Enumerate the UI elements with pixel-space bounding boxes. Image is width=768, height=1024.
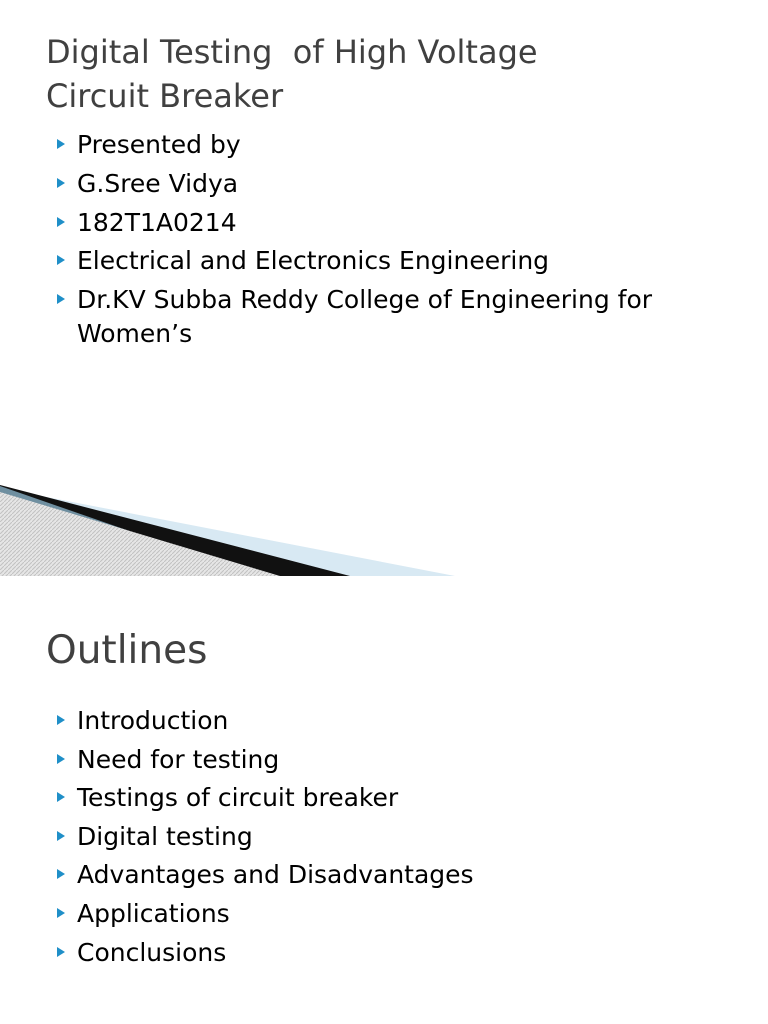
bullet-text: 182T1A0214 — [77, 207, 237, 237]
bullet-item — [54, 858, 474, 892]
bullet-text: Need for testing — [77, 744, 280, 774]
hatched-band — [0, 492, 280, 576]
bullet-arrow-icon — [57, 947, 65, 957]
slide-decoration-swoosh — [0, 470, 768, 576]
bullet-text: Introduction — [77, 706, 229, 735]
slide-2 — [0, 576, 768, 1024]
bullet-text: Applications — [77, 898, 230, 928]
slide-1-title-line-1: Digital Testing of High Voltage — [46, 33, 538, 71]
bullet-item — [54, 897, 474, 931]
bullet-arrow-icon — [57, 139, 65, 149]
slide-1-bullet-list — [54, 128, 754, 356]
slide-1-title-line-2: Circuit Breaker — [46, 77, 284, 115]
bullet-arrow-icon — [57, 294, 65, 304]
bullet-arrow-icon — [57, 178, 65, 188]
bullet-text: Digital testing — [77, 821, 253, 851]
bullet-text: Presented by — [77, 130, 241, 159]
bullet-item — [54, 743, 474, 777]
bullet-item — [54, 820, 474, 854]
slide-1-title — [46, 30, 538, 118]
bullet-text: Conclusions — [77, 937, 227, 967]
bullet-arrow-icon — [57, 255, 65, 265]
bullet-text: G.Sree Vidya — [77, 168, 239, 198]
bullet-arrow-icon — [57, 217, 65, 227]
bullet-item — [54, 167, 754, 201]
bullet-item — [54, 781, 474, 815]
bullet-text: Advantages and Disadvantages — [77, 860, 474, 890]
bullet-text: Electrical and Electronics Engineering — [77, 246, 550, 276]
bullet-arrow-icon — [57, 869, 65, 879]
bullet-item — [54, 244, 754, 278]
bullet-item — [54, 206, 754, 240]
bullet-item — [54, 128, 754, 162]
bullet-item — [54, 283, 754, 351]
bullet-text: Testings of circuit breaker — [77, 783, 399, 813]
bullet-arrow-icon — [57, 754, 65, 764]
bullet-arrow-icon — [57, 831, 65, 841]
bullet-arrow-icon — [57, 715, 65, 725]
bullet-item — [54, 704, 474, 738]
bullet-arrow-icon — [57, 792, 65, 802]
bullet-arrow-icon — [57, 908, 65, 918]
slide-2-bullet-list — [54, 704, 474, 974]
slide-2-title: Outlines — [46, 628, 208, 673]
bullet-text: Dr.KV Subba Reddy College of Engineering for Women’s — [77, 285, 653, 349]
bullet-item — [54, 936, 474, 970]
